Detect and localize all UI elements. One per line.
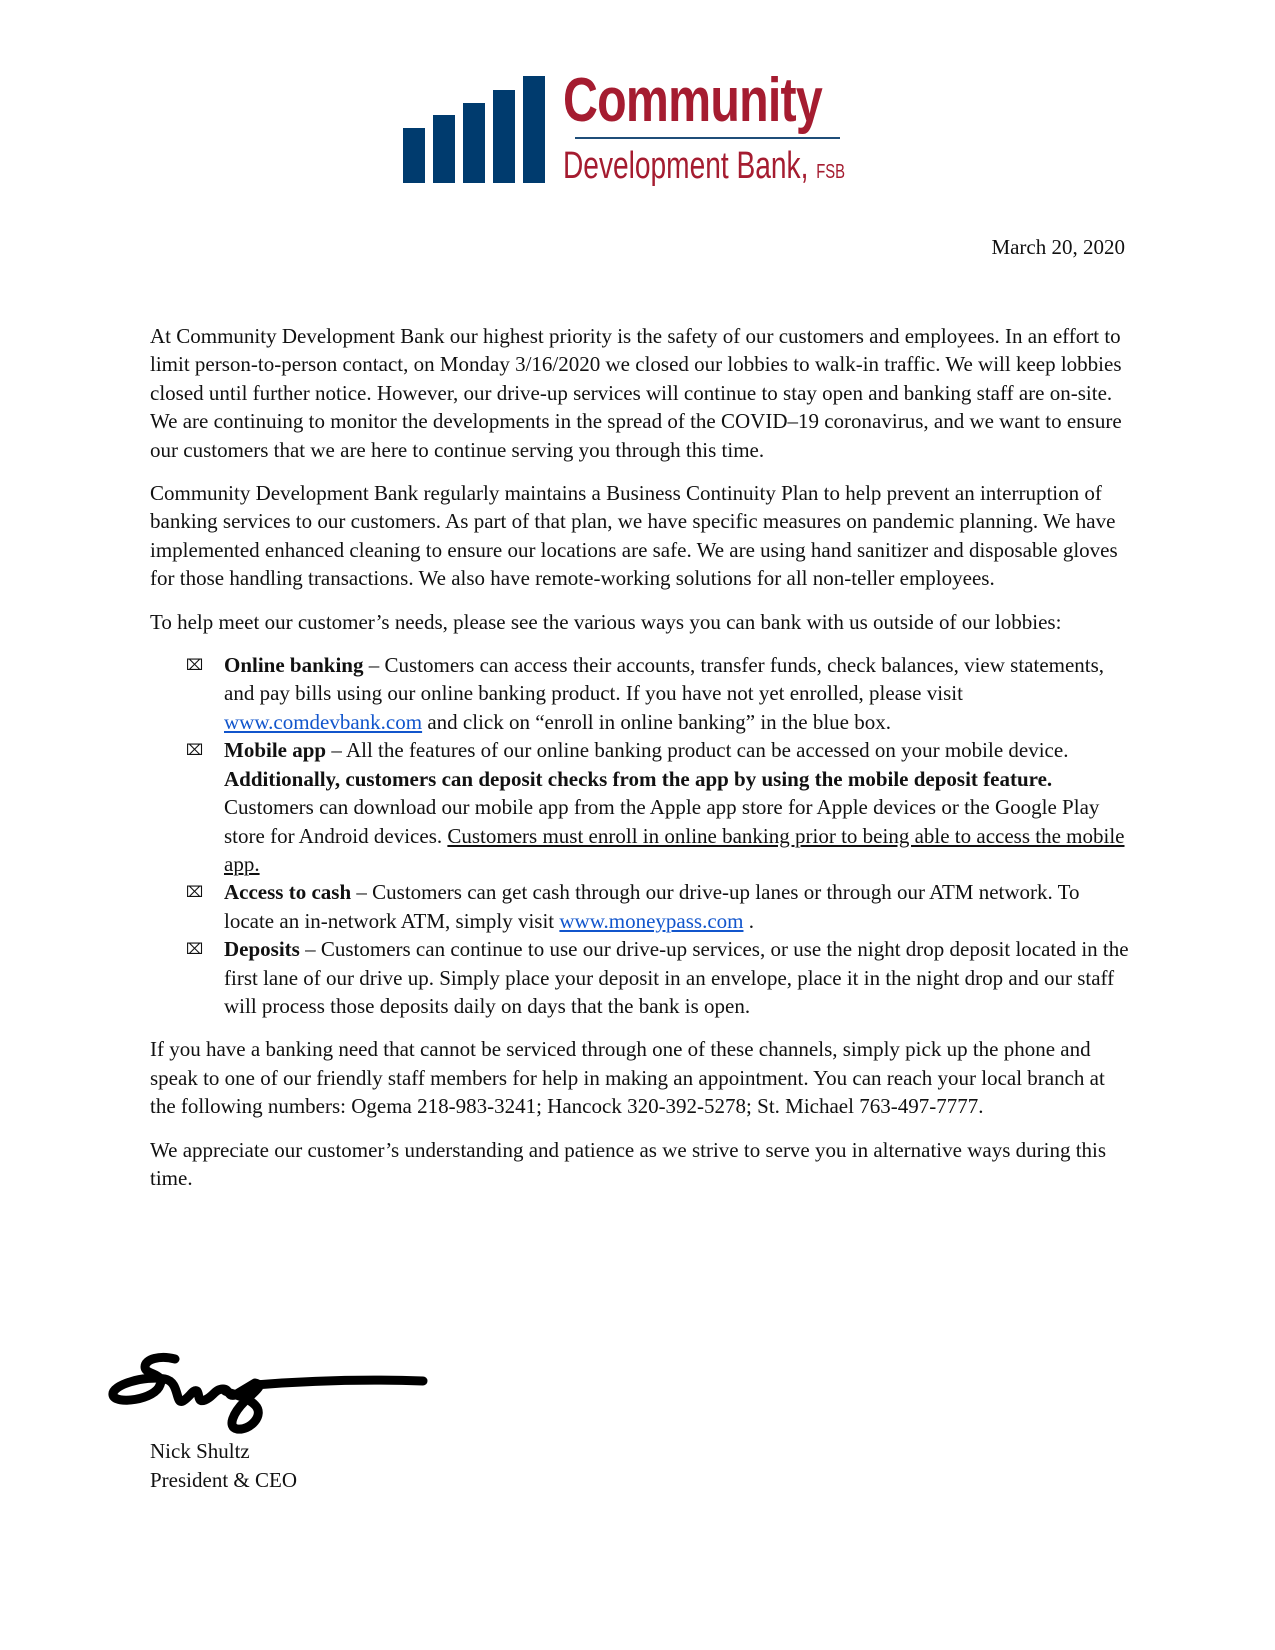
paragraph-branch-numbers: If you have a banking need that cannot be serviced through one of these channels, simply pick up the phone and speak to one of our friendly staff members for help in making an appointment. You can reach your local branch at the following numbers: Ogema 218-983-3241; Hancock 320-392-5278; St. Michael 763-497-7777. <box>150 1037 1105 1119</box>
item-text: – Customers can access their accounts, transfer funds, check balances, view statements, and pay bills using our online banking product. If you have not yet enrolled, please visit <box>224 653 1105 706</box>
list-item-access-to-cash <box>150 878 1130 935</box>
item-text-after: and click on “enroll in online banking” in the blue box. <box>422 709 891 734</box>
item-text: – All the features of our online banking product can be accessed on your mobile device. <box>326 738 1069 763</box>
checkbox-bullet-icon: ⌧ <box>186 656 204 675</box>
logo-wordmark-development-bank <box>563 146 845 192</box>
checkbox-bullet-icon: ⌧ <box>186 883 204 902</box>
list-item-deposits <box>150 935 1130 1020</box>
paragraph-intro: At Community Development Bank our highest priority is the safety of our customers and employees. In an effort to limit person-to-person contact, on Monday 3/16/2020 we closed our lobbies to walk-in traffic. We will keep lobbies closed until further notice. However, our drive-up services will continue to stay open and banking staff are on-site. We are continuing to monitor the developments in the spread of the COVID–19 coronavirus, and we want to ensure our customers that we are here to continue serving you through this time. <box>150 324 1122 462</box>
logo-divider <box>575 137 840 139</box>
moneypass-link[interactable]: www.moneypass.com <box>559 908 744 933</box>
bank-logo <box>400 66 880 195</box>
checkbox-bullet-icon: ⌧ <box>186 741 204 760</box>
paragraph-continuity-plan: Community Development Bank regularly maintains a Business Continuity Plan to help prevent an interruption of banking services to our customers. As part of that plan, we have specific measures on pandemic planning. We have implemented enhanced cleaning to ensure our locations are safe. We are using hand sanitizer and disposable gloves for those handling transactions. We also have remote-working solutions for all non-teller employees. <box>150 481 1118 591</box>
letter-date: March 20, 2020 <box>991 235 1125 259</box>
letter-body <box>150 322 1130 1207</box>
comdevbank-link[interactable]: www.comdevbank.com <box>224 709 423 734</box>
banking-options-list <box>150 651 1130 1020</box>
item-underlined-text: Customers must enroll in online banking prior to being able to access the mobile app. <box>224 823 1125 876</box>
logo-suffix: FSB <box>816 161 846 183</box>
logo-bar-1 <box>403 128 425 183</box>
item-title: Online banking <box>224 653 364 678</box>
item-bold-text: Additionally, customers can deposit checks from the app by using the mobile deposit feature. <box>224 766 1053 791</box>
signature-block <box>150 1437 297 1494</box>
logo-bar-5 <box>523 76 545 183</box>
list-item-online-banking <box>150 651 1130 736</box>
signature-icon <box>105 1345 435 1435</box>
item-title: Access to cash <box>224 880 352 905</box>
item-text-after: . <box>743 908 754 933</box>
logo-bar-3 <box>463 103 485 183</box>
logo-bar-2 <box>433 115 455 183</box>
logo-bar-4 <box>493 90 515 183</box>
checkbox-bullet-icon: ⌧ <box>186 940 204 959</box>
item-title: Mobile app <box>224 738 327 763</box>
logo-wordmark-community: Community <box>563 66 822 135</box>
item-text-mid: Customers can download our mobile app from the Apple app store for Apple devices or the Google Play store for Android devices. <box>224 795 1100 848</box>
paragraph-closing: We appreciate our customer’s understanding and patience as we strive to serve you in alternative ways during this time. <box>150 1137 1107 1190</box>
item-title: Deposits <box>224 937 300 962</box>
logo-line2: Development Bank, <box>563 145 809 187</box>
paragraph-ways-intro: To help meet our customer’s needs, please see the various ways you can bank with us outside of our lobbies: <box>150 609 1062 634</box>
item-text: – Customers can get cash through our drive-up lanes or through our ATM network. To locate an in-network ATM, simply visit <box>224 880 1080 933</box>
signer-name: Nick Shultz <box>150 1439 250 1463</box>
item-text: – Customers can continue to use our drive-up services, or use the night drop deposit located in the first lane of our drive up. Simply place your deposit in an envelope, place it in the night drop and our staff will process those deposits daily on days that the bank is open. <box>224 937 1129 1018</box>
signer-title: President & CEO <box>150 1467 297 1492</box>
list-item-mobile-app <box>150 736 1130 878</box>
